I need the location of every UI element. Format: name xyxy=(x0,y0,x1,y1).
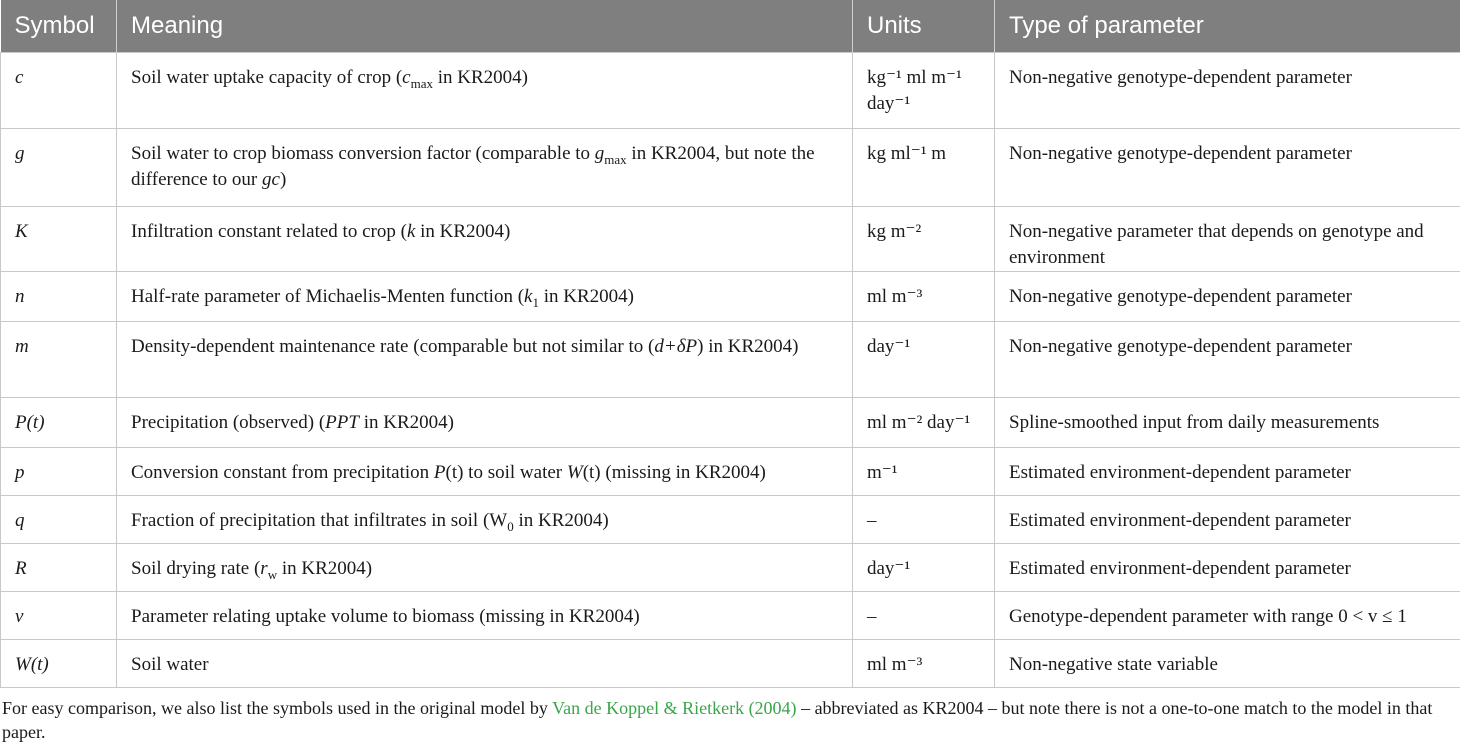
table-row xyxy=(1,128,1460,206)
table-row xyxy=(1,495,1460,543)
meaning-pre: Soil water to crop biomass conversion factor (comparable to xyxy=(131,142,595,164)
units-cell: kg⁻¹ ml m⁻¹ day⁻¹ xyxy=(853,52,995,128)
meaning-pre: Density-dependent maintenance rate (comparable but not similar to ( xyxy=(131,335,655,357)
header-units: Units xyxy=(853,0,995,52)
table-row xyxy=(1,591,1460,639)
symbol-cell: K xyxy=(1,206,117,271)
meaning-cell xyxy=(117,206,853,271)
symbol-cell: n xyxy=(1,271,117,321)
meaning-cell xyxy=(117,397,853,447)
meaning-sym2: W xyxy=(566,461,583,483)
reference-link[interactable]: Van de Koppel & Rietkerk (2004) xyxy=(552,697,797,718)
symbol-cell: R xyxy=(1,543,117,591)
meaning-pre: Soil drying rate ( xyxy=(131,557,261,579)
meaning-sub: max xyxy=(410,75,433,91)
table-row xyxy=(1,543,1460,591)
meaning-pre: Half-rate parameter of Michaelis-Menten function ( xyxy=(131,285,525,307)
units-cell: – xyxy=(853,495,995,543)
symbol-cell: W(t) xyxy=(1,639,117,687)
symbol-cell: m xyxy=(1,321,117,397)
type-cell: Non-negative genotype-dependent parameter xyxy=(995,128,1460,206)
meaning-sym: c xyxy=(402,66,411,88)
type-cell: Estimated environment-dependent parameter xyxy=(995,495,1460,543)
units-cell: ml m⁻³ xyxy=(853,271,995,321)
meaning-cell xyxy=(117,321,853,397)
meaning-post: in KR2004) xyxy=(358,411,454,433)
units-cell: kg m⁻² xyxy=(853,206,995,271)
meaning-pre: Soil water xyxy=(131,653,209,675)
meaning-sym: g xyxy=(594,142,605,164)
symbol-cell: c xyxy=(1,52,117,128)
table-row xyxy=(1,206,1460,271)
meaning-sub: 1 xyxy=(532,294,539,310)
meaning-cell xyxy=(117,495,853,543)
type-cell: Non-negative state variable xyxy=(995,639,1460,687)
table-row xyxy=(1,447,1460,495)
meaning-sub: 0 xyxy=(507,518,514,534)
meaning-pre: Conversion constant from precipitation xyxy=(131,461,434,483)
symbol-cell: g xyxy=(1,128,117,206)
table-row xyxy=(1,52,1460,128)
meaning-cell xyxy=(117,591,853,639)
meaning-pre: Soil water uptake capacity of crop ( xyxy=(131,66,403,88)
units-cell: ml m⁻³ xyxy=(853,639,995,687)
meaning-sym: P xyxy=(433,461,446,483)
table-footnote xyxy=(0,688,1460,744)
meaning-cell xyxy=(117,543,853,591)
symbol-cell: P(t) xyxy=(1,397,117,447)
meaning-pre: Precipitation (observed) ( xyxy=(131,411,326,433)
meaning-cell xyxy=(117,128,853,206)
meaning-post2: (t) (missing in KR2004) xyxy=(582,461,766,483)
meaning-pre: Fraction of precipitation that infiltrates in soil (W xyxy=(131,509,508,531)
meaning-cell xyxy=(117,447,853,495)
header-type: Type of parameter xyxy=(995,0,1460,52)
meaning-post2: ) xyxy=(279,168,287,190)
meaning-post: ) in KR2004) xyxy=(697,335,799,357)
units-cell: – xyxy=(853,591,995,639)
meaning-sym: k xyxy=(524,285,533,307)
units-cell: ml m⁻² day⁻¹ xyxy=(853,397,995,447)
symbol-cell: p xyxy=(1,447,117,495)
units-cell: m⁻¹ xyxy=(853,447,995,495)
table-row xyxy=(1,271,1460,321)
type-cell: Genotype-dependent parameter with range 0 < v ≤ 1 xyxy=(995,591,1460,639)
footnote-text-start: For easy comparison, we also list the symbols used in the original model by xyxy=(2,697,553,718)
meaning-post: in KR2004, but note the difference to our xyxy=(131,142,815,190)
type-cell: Spline-smoothed input from daily measurements xyxy=(995,397,1460,447)
meaning-post: in KR2004) xyxy=(513,509,609,531)
table-row xyxy=(1,321,1460,397)
meaning-sym2: gc xyxy=(262,168,280,190)
meaning-pre: Parameter relating uptake volume to biomass (missing in KR2004) xyxy=(131,605,640,627)
meaning-sym: r xyxy=(260,557,268,579)
meaning-post: in KR2004) xyxy=(277,557,373,579)
meaning-sym: PPT xyxy=(325,411,359,433)
type-cell: Non-negative genotype-dependent parameter xyxy=(995,321,1460,397)
meaning-sub: max xyxy=(604,151,627,167)
meaning-cell xyxy=(117,639,853,687)
table-header-row xyxy=(1,0,1460,52)
header-meaning: Meaning xyxy=(117,0,853,52)
meaning-sym: d+δP xyxy=(654,335,698,357)
symbol-cell: q xyxy=(1,495,117,543)
units-cell: day⁻¹ xyxy=(853,321,995,397)
units-cell: day⁻¹ xyxy=(853,543,995,591)
table-row xyxy=(1,639,1460,687)
meaning-cell xyxy=(117,52,853,128)
meaning-sym: k xyxy=(406,220,416,242)
meaning-sub: w xyxy=(267,566,278,582)
type-cell: Estimated environment-dependent parameter xyxy=(995,543,1460,591)
type-cell: Estimated environment-dependent parameter xyxy=(995,447,1460,495)
meaning-post: in KR2004) xyxy=(415,220,511,242)
header-symbol: Symbol xyxy=(1,0,117,52)
meaning-post: in KR2004) xyxy=(538,285,634,307)
symbol-cell: v xyxy=(1,591,117,639)
type-cell: Non-negative genotype-dependent parameter xyxy=(995,52,1460,128)
footnote-text-end: – abbreviated as KR2004 – but note there is not a one-to-one match to the model in that paper. xyxy=(2,697,1433,742)
table-row xyxy=(1,397,1460,447)
meaning-post: in KR2004) xyxy=(433,66,528,88)
meaning-post: (t) to soil water xyxy=(445,461,567,483)
type-cell: Non-negative genotype-dependent parameter xyxy=(995,271,1460,321)
type-cell: Non-negative parameter that depends on genotype and environment xyxy=(995,206,1460,271)
meaning-pre: Infiltration constant related to crop ( xyxy=(131,220,407,242)
units-cell: kg ml⁻¹ m xyxy=(853,128,995,206)
meaning-cell xyxy=(117,271,853,321)
